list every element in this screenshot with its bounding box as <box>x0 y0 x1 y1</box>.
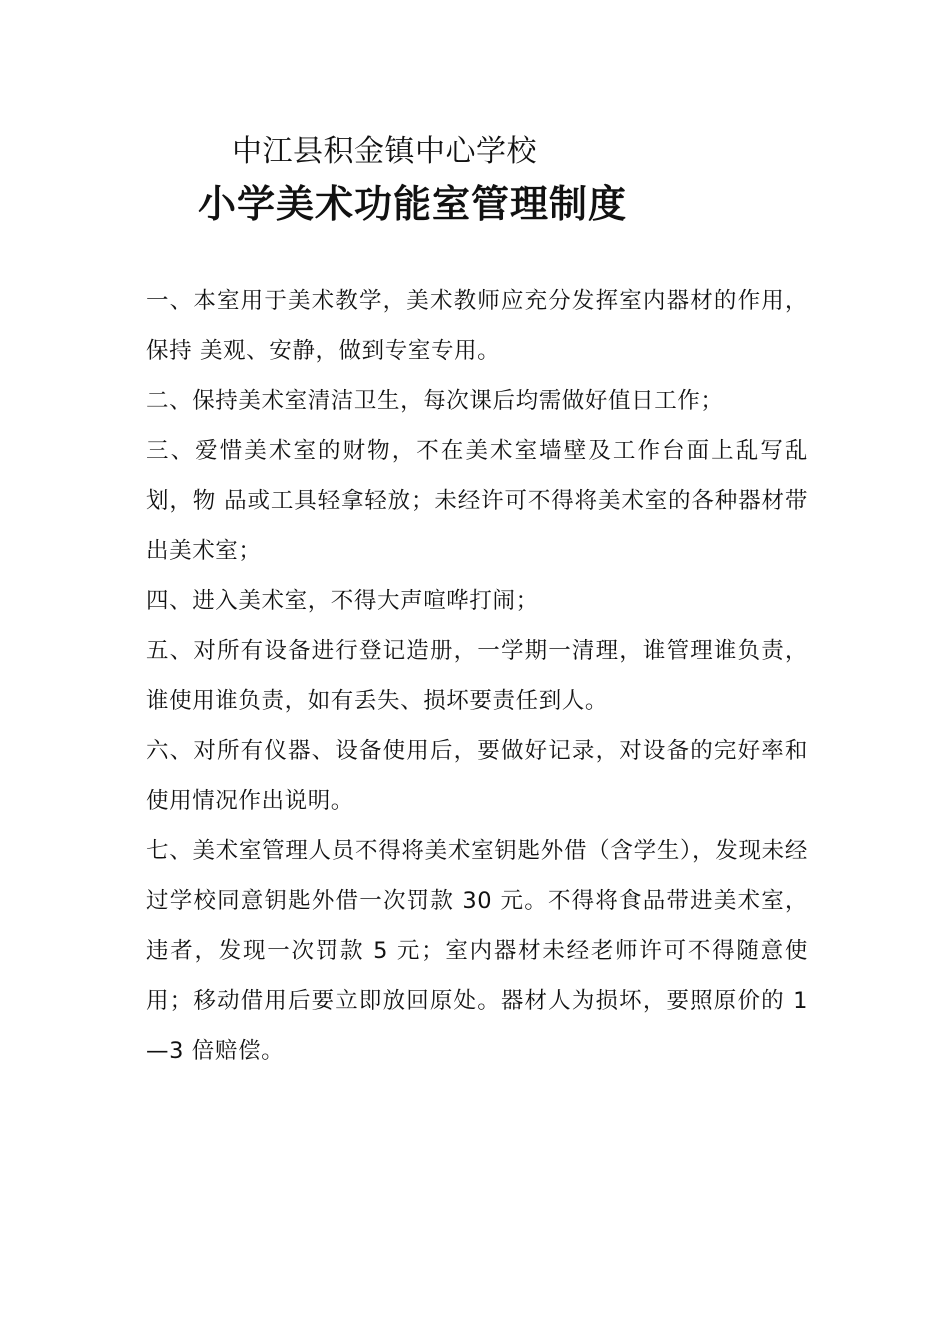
rule-item-4: 四、进入美术室，不得大声喧哗打闹； <box>146 588 539 614</box>
rule-item-3: 三、爱惜美术室的财物，不在美术室墙壁及工作台面上乱写乱划，物 品或工具轻拿轻放；未经许可不得将美术室的各种器材带出美术室； <box>146 438 808 564</box>
school-name: 中江县积金镇中心学校 <box>232 134 537 169</box>
rules-list <box>146 276 808 1076</box>
rule-item-2: 二、保持美术室清洁卫生，每次课后均需做好值日工作； <box>146 388 724 414</box>
rule-item-5: 五、对所有设备进行登记造册，一学期一清理，谁管理谁负责，谁使用谁负责，如有丢失、损坏要责任到人。 <box>146 638 808 714</box>
document-title: 小学美术功能室管理制度 <box>198 182 628 226</box>
rule-item-6: 六、对所有仪器、设备使用后，要做好记录，对设备的完好率和使用情况作出说明。 <box>146 738 808 814</box>
rule-item-7: 七、美术室管理人员不得将美术室钥匙外借（含学生），发现未经过学校同意钥匙外借一次罚款 30 元。不得将食品带进美术室，违者，发现一次罚款 5 元；室内器材未经老师许可不得随意使用；移动借用后要立即放回原处。器材人为损坏，要照原价的 1—3 倍赔偿。 <box>146 838 808 1064</box>
rule-item-1: 一、本室用于美术教学，美术教师应充分发挥室内器材的作用，保持 美观、安静，做到专室专用。 <box>146 288 808 364</box>
